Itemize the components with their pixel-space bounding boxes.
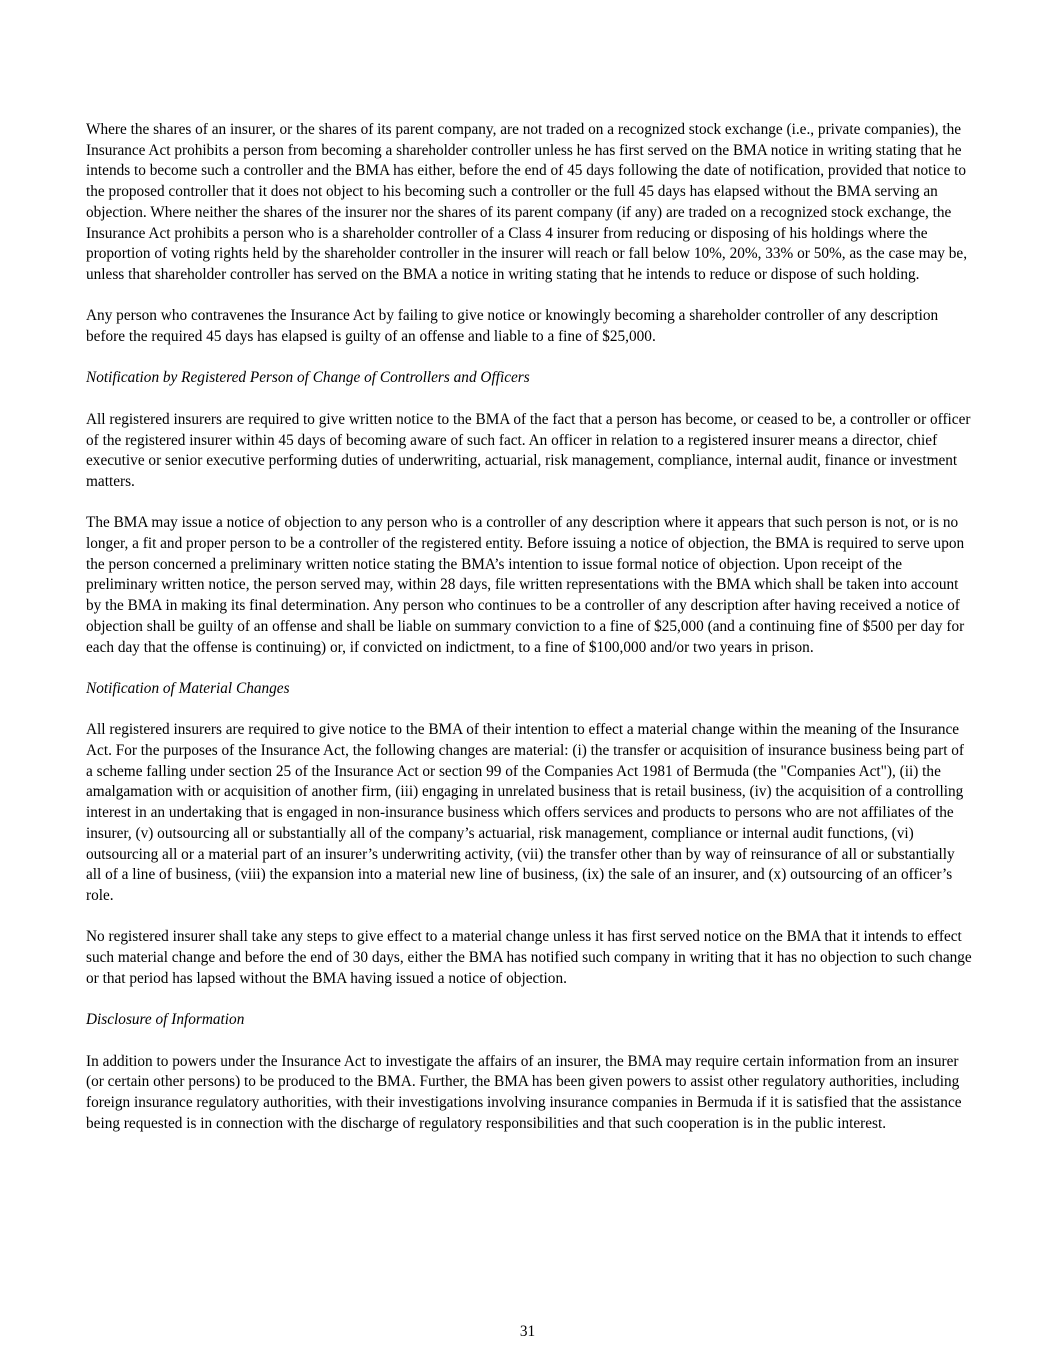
paragraph-material-change-notice: No registered insurer shall take any steps to give effect to a material change unless it has first served notice on the BMA that it intends to effect such material change and before the end of 30 days, either the BMA has notified such company in writing that it has no objection to such change or that period has lapsed without the BMA having issued a notice of objection. — [86, 928, 972, 987]
heading-change-of-controllers: Notification by Registered Person of Change of Controllers and Officers — [86, 369, 530, 387]
paragraph-shareholder-controller-notice: Where the shares of an insurer, or the shares of its parent company, are not traded on a recognized stock exchange (i.e., private companies), the Insurance Act prohibits a person from becoming a shareholder controller unless he has first served on the BMA notice in writing stating that he intends to become such a controller and the BMA has either, before the end of 45 days following the date of notification, provided that notice to the proposed controller that it does not object to his becoming such a controller or the full 45 days has elapsed without the BMA serving an objection. Where neither the shares of the insurer nor the shares of its parent company (if any) are traded on a recognized stock exchange, the Insurance Act prohibits a person who is a shareholder controller of a Class 4 insurer from reducing or disposing of his holdings where the proportion of voting rights held by the shareholder controller in the insurer will reach or fall below 10%, 20%, 33% or 50%, as the case may be, unless that shareholder controller has served on the BMA a notice in writing stating that he intends to reduce or dispose of such holding. — [86, 121, 968, 283]
page-number: 31 — [519, 1323, 536, 1340]
paragraph-material-change-list: All registered insurers are required to give notice to the BMA of their intention to effect a material change within the meaning of the Insurance Act. For the purposes of the Insurance Act, the following changes are material: (i) the transfer or acquisition of insurance business being part of a scheme falling under section 25 of the Insurance Act or section 99 of the Companies Act 1981 of Bermuda (the "Companies Act"), (ii) the amalgamation with or acquisition of another firm, (iii) engaging in unrelated business that is retail business, (iv) the acquisition of a controlling interest in an undertaking that is engaged in non-insurance business which offers services and products to persons who are not affiliates of the insurer, (v) outsourcing all or substantially all of the company’s actuarial, risk management, compliance or internal audit functions, (vi) outsourcing all or a material part of an insurer’s underwriting activity, (vii) the transfer other than by way of reinsurance of all or substantially all of a line of business, (viii) the expansion into a material new line of business, (ix) the sale of an insurer, and (x) outsourcing of an officer’s role. — [86, 721, 965, 904]
document-page — [86, 120, 972, 1155]
heading-disclosure-of-information: Disclosure of Information — [86, 1011, 245, 1029]
paragraph-controller-officer-notice: All registered insurers are required to give written notice to the BMA of the fact that a person has become, or ceased to be, a controller or officer of the registered insurer within 45 days of becoming aware of such fact. An officer in relation to a registered insurer means a director, chief executive or senior executive performing duties of underwriting, actuarial, risk management, compliance, internal audit, finance or investment matters. — [86, 410, 971, 490]
paragraph-notice-of-objection: The BMA may issue a notice of objection to any person who is a controller of any description where it appears that such person is not, or is no longer, a fit and proper person to be a controller of the registered entity. Before issuing a notice of objection, the BMA is required to serve upon the person concerned a preliminary written notice stating the BMA’s intention to issue formal notice of objection. Upon receipt of the preliminary written notice, the person served may, within 28 days, file written representations with the BMA which shall be taken into account by the BMA in making its final determination. Any person who continues to be a controller of any description after having received a notice of objection shall be guilty of an offense and shall be liable on summary conviction to a fine of $25,000 (and a continuing fine of $500 per day for each day that the offense is continuing) or, if convicted on indictment, to a fine of $100,000 and/or two years in prison. — [86, 514, 965, 656]
heading-material-changes: Notification of Material Changes — [86, 679, 290, 697]
paragraph-contravention-penalty: Any person who contravenes the Insurance Act by failing to give notice or knowingly becoming a shareholder controller of any description before the required 45 days has elapsed is guilty of an offense and liable to a fine of $25,000. — [86, 307, 939, 346]
paragraph-disclosure-powers: In addition to powers under the Insurance Act to investigate the affairs of an insurer, the BMA may require certain information from an insurer (or certain other persons) to be produced to the BMA. Further, the BMA has been given powers to assist other regulatory authorities, including foreign insurance regulatory authorities, with their investigations involving insurance companies in Bermuda if it is satisfied that the assistance being requested is in connection with the discharge of regulatory responsibilities and that such cooperation is in the public interest. — [86, 1052, 962, 1132]
